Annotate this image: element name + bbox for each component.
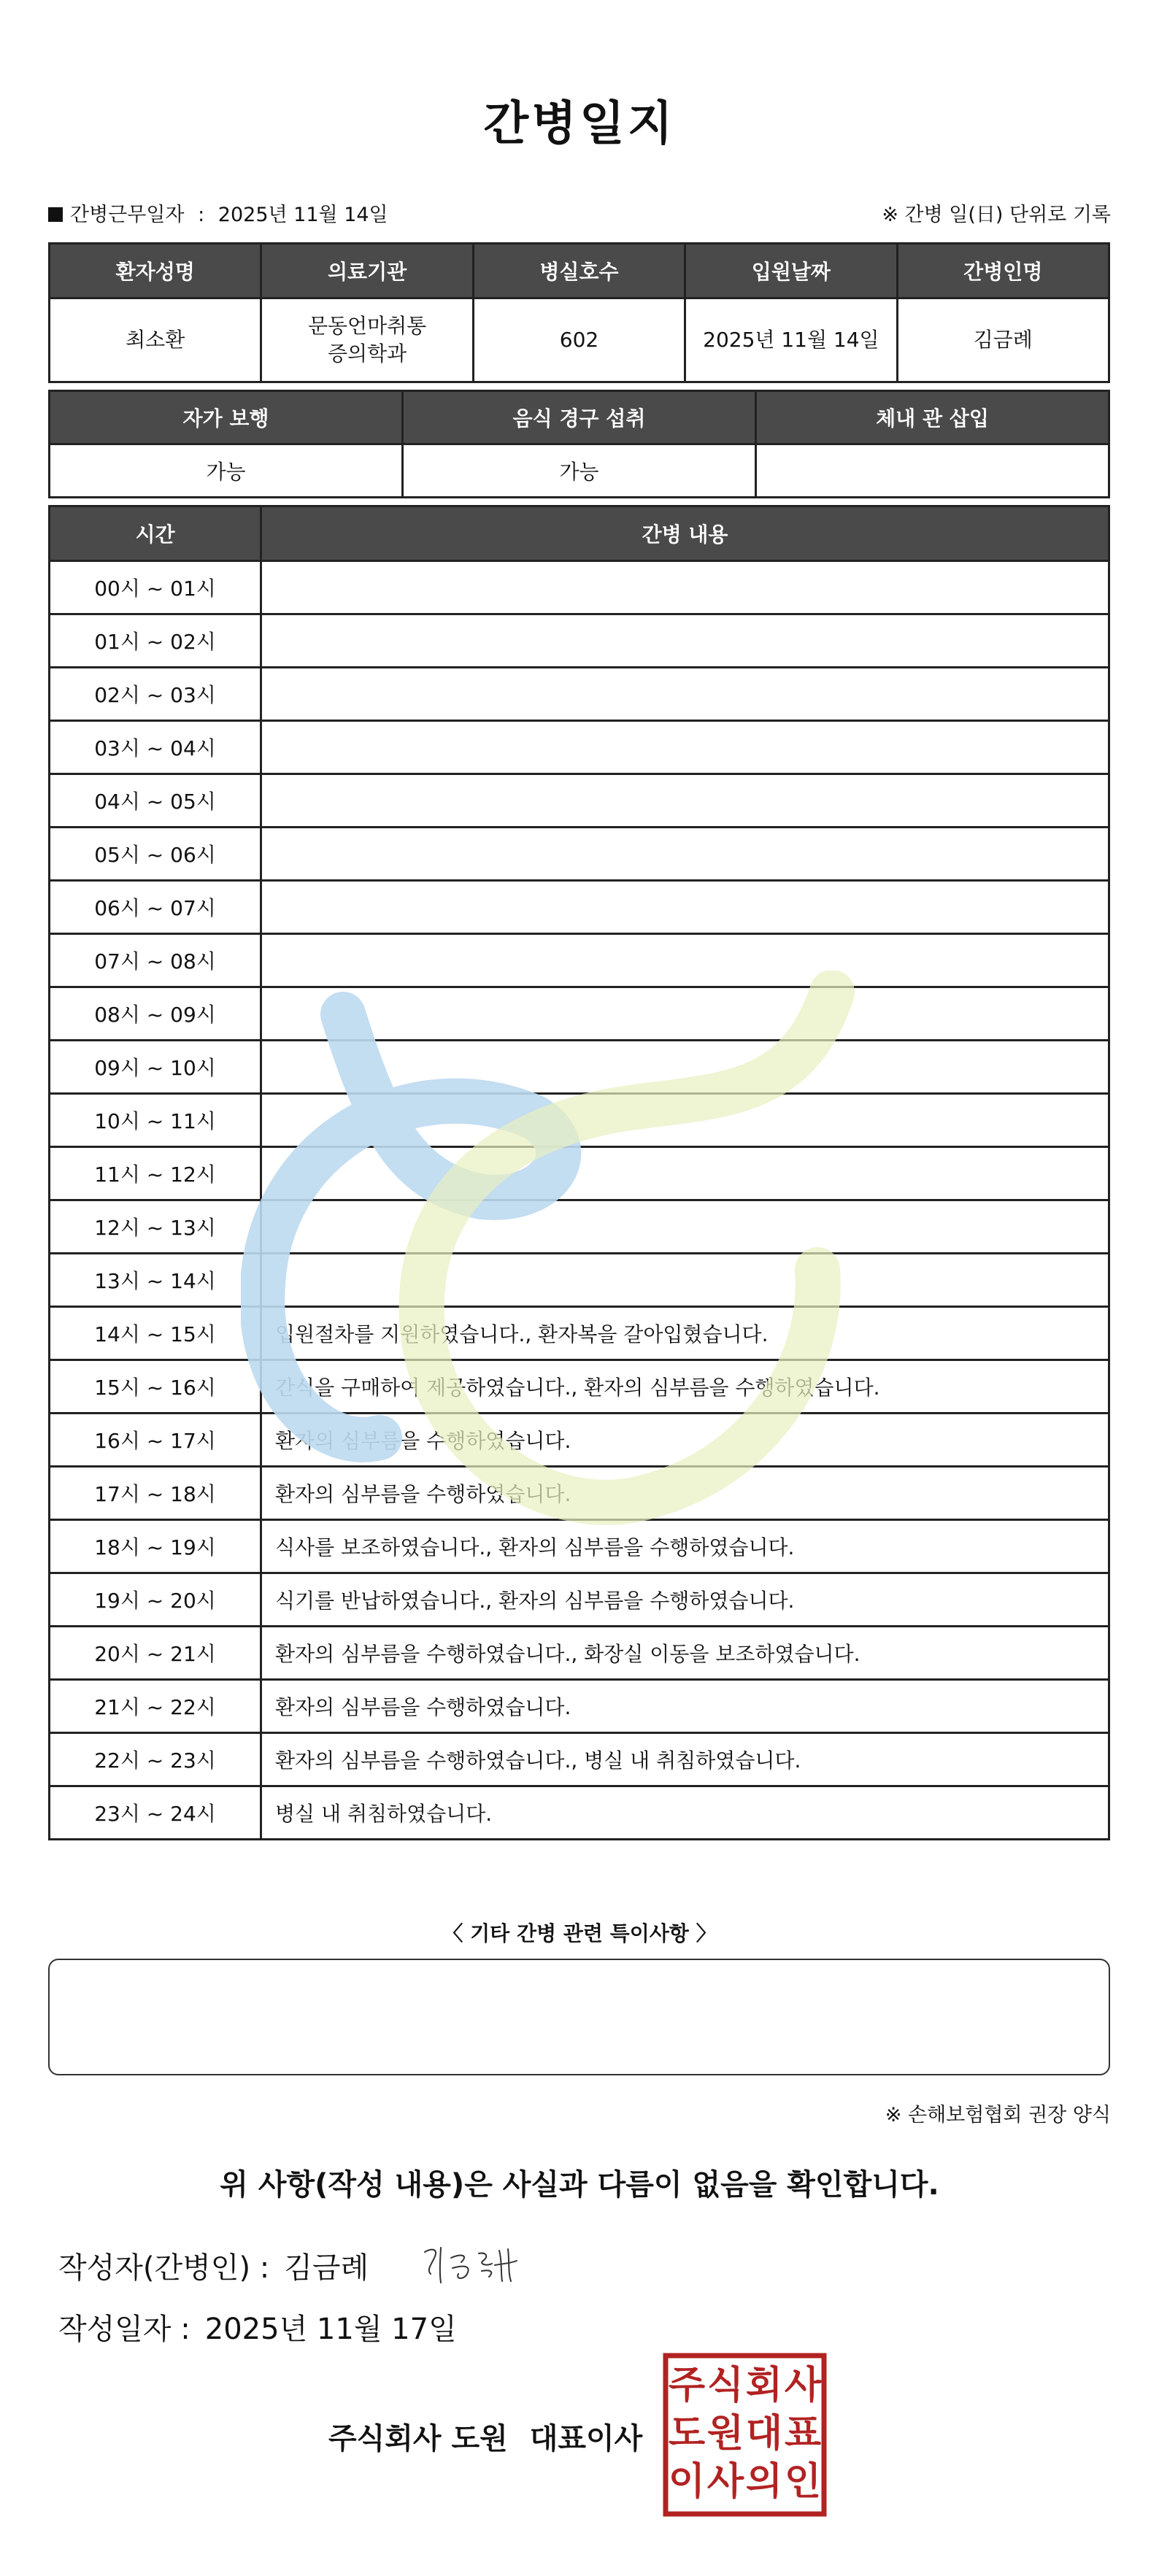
log-time-cell: 12시 ~ 13시: [50, 1200, 261, 1254]
log-time-cell: 08시 ~ 09시: [50, 987, 261, 1041]
log-time-cell: 01시 ~ 02시: [50, 614, 261, 668]
log-row: [50, 1627, 1109, 1680]
status-header-row: [50, 391, 1109, 444]
seal-character: 의: [745, 2460, 783, 2504]
caregiver-name-value: 김금례: [897, 298, 1109, 382]
log-time-cell: 09시 ~ 10시: [50, 1041, 261, 1094]
log-content-cell: 환자의 심부름을 수행하였습니다., 화장실 이동을 보조하였습니다.: [261, 1627, 1109, 1680]
log-content-cell: [261, 774, 1109, 828]
header-care-content: 간병 내용: [261, 506, 1109, 561]
log-row: [50, 1786, 1109, 1840]
log-row: [50, 668, 1109, 721]
log-time-cell: 10시 ~ 11시: [50, 1094, 261, 1147]
log-content-cell: [261, 668, 1109, 721]
seal-character: 원: [706, 2412, 744, 2456]
header-tube-insertion: 체내 관 삽입: [756, 391, 1109, 444]
written-date-value: 2025년 11월 17일: [204, 2313, 457, 2346]
log-content-cell: 환자의 심부름을 수행하였습니다.: [261, 1680, 1109, 1733]
log-row: [50, 1680, 1109, 1733]
log-time-cell: 19시 ~ 20시: [50, 1573, 261, 1627]
log-content-cell: [261, 561, 1109, 614]
header-admission-date: 입원날짜: [685, 244, 897, 298]
handwritten-signature: [416, 2239, 533, 2290]
header-hospital: 의료기관: [261, 244, 473, 298]
work-date-line: [48, 198, 388, 227]
log-content-cell: [261, 934, 1109, 987]
log-time-cell: 21시 ~ 22시: [50, 1680, 261, 1733]
header-time: 시간: [50, 506, 261, 561]
log-content-cell: [261, 721, 1109, 774]
log-row: [50, 561, 1109, 614]
hourly-care-log-table: [48, 505, 1110, 1840]
log-row: [50, 1733, 1109, 1786]
admission-date-value: 2025년 11월 14일: [685, 298, 897, 382]
log-content-cell: [261, 828, 1109, 881]
log-row: [50, 774, 1109, 828]
status-value-row: [50, 444, 1109, 498]
seal-character: 사: [706, 2460, 744, 2504]
form-source-note: ※ 손해보험협회 권장 양식: [885, 2104, 1111, 2126]
log-content-cell: 식사를 보조하였습니다., 환자의 심부름을 수행하였습니다.: [261, 1520, 1109, 1573]
log-time-cell: 16시 ~ 17시: [50, 1414, 261, 1467]
log-time-cell: 00시 ~ 01시: [50, 561, 261, 614]
log-content-cell: [261, 1147, 1109, 1200]
header-oral-intake: 음식 경구 섭취: [403, 391, 756, 444]
log-time-cell: 11시 ~ 12시: [50, 1147, 261, 1200]
record-unit-note: ※ 간병 일(日) 단위로 기록: [882, 204, 1111, 226]
log-row: [50, 1467, 1109, 1520]
log-row: [50, 1520, 1109, 1573]
log-time-cell: 22시 ~ 23시: [50, 1733, 261, 1786]
log-row: [50, 1573, 1109, 1627]
patient-info-header-row: [50, 244, 1109, 298]
tube-insertion-value: [756, 444, 1109, 498]
patient-status-table: [48, 390, 1110, 498]
log-row: [50, 987, 1109, 1041]
log-content-cell: 환자의 심부름을 수행하였습니다., 병실 내 취침하였습니다.: [261, 1733, 1109, 1786]
log-content-cell: [261, 1254, 1109, 1307]
log-header-row: [50, 506, 1109, 561]
log-content-cell: [261, 1200, 1109, 1254]
log-time-cell: 14시 ~ 15시: [50, 1307, 261, 1360]
patient-info-value-row: [50, 298, 1109, 382]
remarks-box: [48, 1959, 1110, 2075]
log-time-cell: 06시 ~ 07시: [50, 881, 261, 934]
log-row: [50, 1094, 1109, 1147]
log-row: [50, 1200, 1109, 1254]
work-date-label: 간병근무일자: [70, 204, 185, 226]
seal-character: 도: [668, 2412, 706, 2456]
hospital-value: 문동언마취통증의학과: [261, 298, 473, 382]
log-time-cell: 18시 ~ 19시: [50, 1520, 261, 1573]
log-time-cell: 23시 ~ 24시: [50, 1786, 261, 1840]
log-time-cell: 04시 ~ 05시: [50, 774, 261, 828]
log-row: [50, 934, 1109, 987]
log-content-cell: 입원절차를 지원하였습니다., 환자복을 갈아입혔습니다.: [261, 1307, 1109, 1360]
document-title: 간병일지: [483, 97, 676, 151]
header-room-number: 병실호수: [473, 244, 685, 298]
seal-character: 사: [784, 2364, 822, 2407]
log-row: [50, 1147, 1109, 1200]
log-content-cell: 식기를 반납하였습니다., 환자의 심부름을 수행하였습니다.: [261, 1573, 1109, 1627]
seal-character: 식: [706, 2364, 744, 2407]
log-row: [50, 614, 1109, 668]
company-seal: [663, 2353, 827, 2517]
log-time-cell: 17시 ~ 18시: [50, 1467, 261, 1520]
seal-character: 대: [745, 2412, 783, 2456]
header-caregiver-name: 간병인명: [897, 244, 1109, 298]
author-label: 작성자(간병인) :: [58, 2251, 270, 2285]
log-row: [50, 721, 1109, 774]
seal-character: 회: [745, 2364, 783, 2407]
square-bullet-icon: [48, 207, 63, 222]
log-row: [50, 828, 1109, 881]
log-row: [50, 1360, 1109, 1414]
room-number-value: 602: [473, 298, 685, 382]
patient-info-table: [48, 242, 1110, 383]
log-content-cell: [261, 614, 1109, 668]
log-content-cell: [261, 987, 1109, 1041]
log-content-cell: [261, 1041, 1109, 1094]
header-self-walking: 자가 보행: [50, 391, 403, 444]
remarks-title: 〈 기타 간병 관련 특이사항 〉: [442, 1921, 717, 1946]
company-title: 대표이사: [529, 2422, 643, 2456]
log-time-cell: 07시 ~ 08시: [50, 934, 261, 987]
log-time-cell: 15시 ~ 16시: [50, 1360, 261, 1414]
written-date-row: [58, 2306, 457, 2348]
log-time-cell: 05시 ~ 06시: [50, 828, 261, 881]
log-time-cell: 13시 ~ 14시: [50, 1254, 261, 1307]
log-row: [50, 1307, 1109, 1360]
log-content-cell: 환자의 심부름을 수행하였습니다.: [261, 1414, 1109, 1467]
log-content-cell: 환자의 심부름을 수행하였습니다.: [261, 1467, 1109, 1520]
log-content-cell: [261, 1094, 1109, 1147]
self-walking-value: 가능: [50, 444, 403, 498]
log-content-cell: 간식을 구매하여 제공하였습니다., 환자의 심부름을 수행하였습니다.: [261, 1360, 1109, 1414]
author-name: 김금례: [284, 2251, 369, 2285]
log-time-cell: 02시 ~ 03시: [50, 668, 261, 721]
written-date-label: 작성일자 :: [58, 2313, 190, 2346]
seal-character: 인: [784, 2460, 822, 2504]
log-row: [50, 1254, 1109, 1307]
work-date-separator: :: [198, 204, 205, 226]
company-signature-line: [328, 2415, 642, 2457]
log-content-cell: 병실 내 취침하였습니다.: [261, 1786, 1109, 1840]
company-name: 주식회사 도원: [328, 2422, 508, 2456]
header-patient-name: 환자성명: [50, 244, 261, 298]
seal-character: 표: [784, 2412, 822, 2456]
patient-name-value: 최소환: [50, 298, 261, 382]
log-time-cell: 20시 ~ 21시: [50, 1627, 261, 1680]
work-date-value: 2025년 11월 14일: [217, 204, 388, 226]
log-row: [50, 1414, 1109, 1467]
seal-character: 이: [668, 2460, 706, 2504]
log-row: [50, 1041, 1109, 1094]
author-row: [58, 2245, 369, 2286]
seal-character: 주: [668, 2364, 706, 2407]
oral-intake-value: 가능: [403, 444, 756, 498]
log-time-cell: 03시 ~ 04시: [50, 721, 261, 774]
log-row: [50, 881, 1109, 934]
log-content-cell: [261, 881, 1109, 934]
confirmation-statement: 위 사항(작성 내용)은 사실과 다름이 없음을 확인합니다.: [220, 2168, 939, 2202]
